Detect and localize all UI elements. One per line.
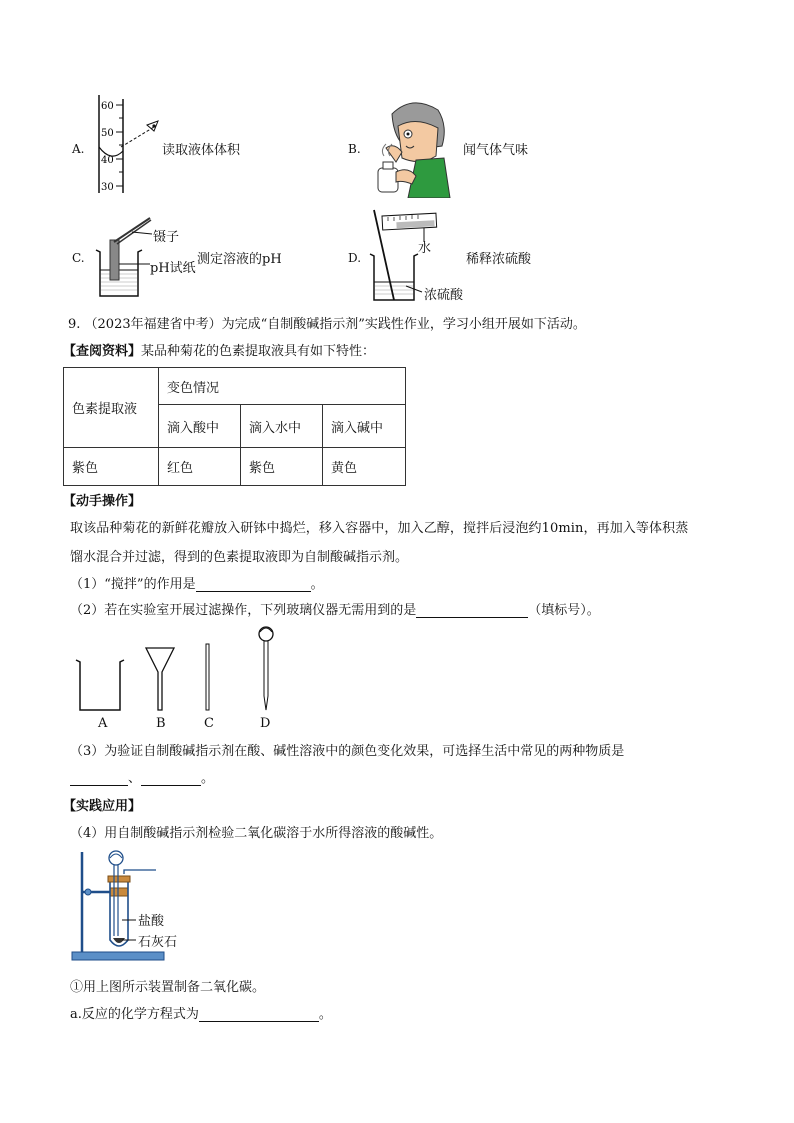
stand-base: [72, 952, 164, 960]
option-c-letter: C.: [72, 251, 85, 265]
research-line: [63, 340, 375, 359]
option-b-letter: B.: [348, 142, 361, 156]
scale-60: 60: [101, 101, 114, 112]
tweezers-label: 镊子: [153, 230, 180, 245]
sub-question-3-blanks: 、 。: [70, 767, 214, 786]
instrument-a-label: A: [98, 716, 108, 731]
smell-gas-figure: [372, 96, 452, 198]
apparatus-acid-label: 盐酸: [138, 914, 165, 929]
cylinder-reading-figure: [92, 95, 167, 195]
answer-blank-3a[interactable]: [70, 771, 128, 786]
table-cell: 紫色: [64, 448, 159, 486]
sub-question-3: （3）为验证自制酸碱指示剂在酸、碱性溶液中的颜色变化效果，可选择生活中常见的两种物质是: [70, 744, 625, 759]
operation-heading: 【动手操作】: [63, 494, 142, 509]
dropper-icon: [264, 641, 268, 710]
practice-heading: 【实践应用】: [63, 799, 142, 814]
option-c-caption: 测定溶液的pH: [197, 252, 282, 267]
pigment-table: [63, 367, 406, 486]
table-header-color-change: 变色情况: [159, 368, 406, 405]
answer-blank-1[interactable]: [196, 577, 311, 592]
instrument-b-label: B: [156, 716, 166, 731]
table-header-extract: 色素提取液: [64, 368, 159, 448]
answer-blank-2[interactable]: [416, 603, 528, 618]
water-label: 水: [418, 241, 432, 256]
research-text: 某品种菊花的色素提取液具有如下特性：: [141, 344, 376, 359]
instrument-d-label: D: [260, 716, 271, 731]
answer-blank-3b[interactable]: [141, 771, 201, 786]
option-b-caption: 闻气体气味: [463, 143, 529, 158]
operation-line-1: 取该品种菊花的新鲜花瓣放入研钵中捣烂，移入容器中，加入乙醇，搅拌后浸泡约10min，再加入等体积蒸: [70, 521, 689, 536]
funnel-bulb: [109, 851, 123, 865]
option-d-letter: D.: [348, 251, 362, 265]
stopper: [108, 876, 130, 882]
glass-rod-icon: [206, 644, 209, 710]
operation-line-2: 馏水混合并过滤，得到的色素提取液即为自制酸碱指示剂。: [70, 550, 409, 565]
scale-30: 30: [101, 182, 114, 193]
table-header-acid: 滴入酸中: [159, 405, 241, 448]
apparatus-stone-label: 石灰石: [138, 935, 178, 950]
sub-question-4: （4）用自制酸碱指示剂检验二氧化碳溶于水所得溶液的酸碱性。: [70, 826, 443, 841]
table-header-water: 滴入水中: [241, 405, 323, 448]
answer-blank-equation[interactable]: [199, 1007, 319, 1022]
table-cell: 红色: [159, 448, 241, 486]
option-d-caption: 稀释浓硫酸: [466, 252, 532, 267]
scale-40: 40: [101, 155, 114, 166]
table-header-base: 滴入碱中: [323, 405, 406, 448]
conc-acid-label: 浓硫酸: [424, 288, 464, 303]
delivery-tube: [124, 870, 156, 874]
table-cell: 黄色: [323, 448, 406, 486]
research-heading: 【查阅资料】: [63, 344, 142, 359]
table-cell: 紫色: [241, 448, 323, 486]
beaker-icon: [76, 660, 124, 710]
ph-paper-label: pH试纸: [150, 261, 196, 276]
step-a: a.反应的化学方程式为 。: [70, 1007, 332, 1022]
sub-question-2: （2）若在实验室开展过滤操作，下列玻璃仪器无需用到的是 （填标号）。: [70, 603, 600, 618]
instrument-c-label: C: [204, 716, 214, 731]
option-a-caption: 读取液体体积: [162, 143, 241, 158]
q9-intro: 9. （2023年福建省中考）为完成“自制酸碱指示剂”实践性作业，学习小组开展如下活动。: [68, 317, 586, 332]
sub-question-1: （1）“搅拌”的作用是 。: [70, 577, 324, 592]
option-a-letter: A.: [72, 142, 85, 156]
step-1: ①用上图所示装置制备二氧化碳。: [70, 980, 266, 995]
funnel-icon: [146, 648, 174, 710]
scale-50: 50: [101, 128, 114, 139]
glass-instruments-figure: [70, 622, 290, 717]
